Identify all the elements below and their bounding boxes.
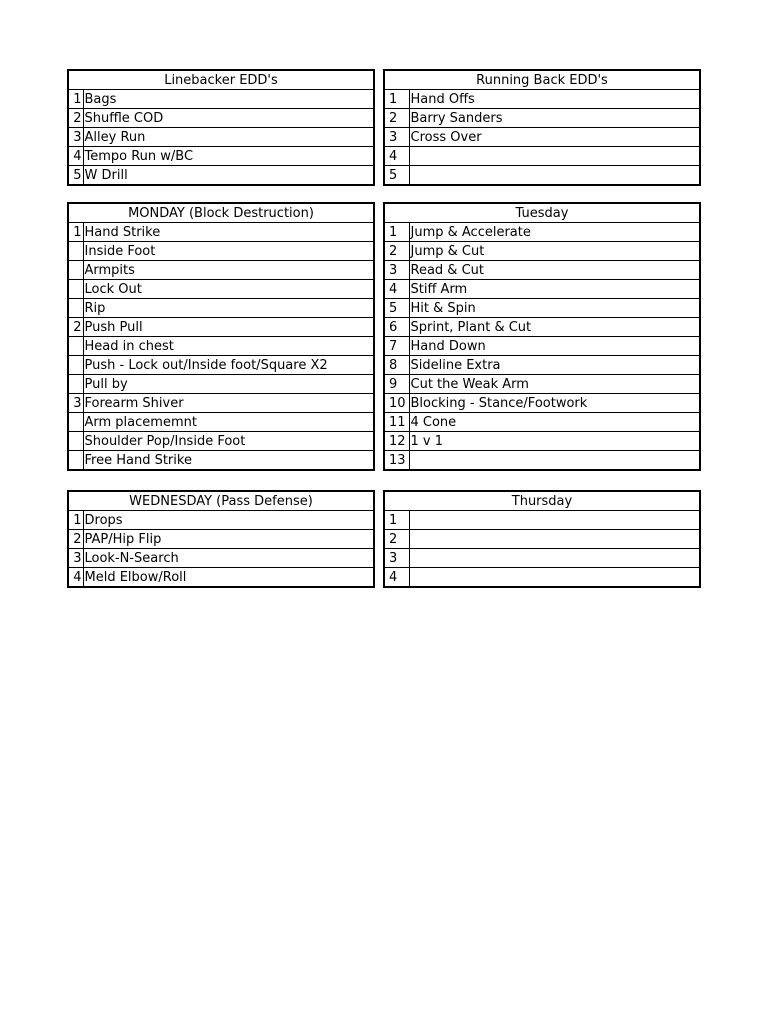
table-row: 1 Hand Offs bbox=[384, 90, 700, 109]
table-row: Shoulder Pop/Inside Foot bbox=[68, 432, 374, 451]
table-row: 6 Sprint, Plant & Cut bbox=[384, 318, 700, 337]
table-row: 3 Cross Over bbox=[384, 128, 700, 147]
table-title: Tuesday bbox=[384, 203, 700, 223]
table-row: 1 Bags bbox=[68, 90, 374, 109]
table-row: 5 W Drill bbox=[68, 166, 374, 186]
table-row: Head in chest bbox=[68, 337, 374, 356]
table-row: 3 Alley Run bbox=[68, 128, 374, 147]
thursday-table bbox=[383, 490, 701, 588]
table-row: Inside Foot bbox=[68, 242, 374, 261]
table-row: 1 Hand Strike bbox=[68, 223, 374, 242]
table-row: 13 bbox=[384, 451, 700, 471]
table-row: 3 bbox=[384, 549, 700, 568]
table-row: 7 Hand Down bbox=[384, 337, 700, 356]
linebacker-table bbox=[67, 69, 375, 186]
monday-table bbox=[67, 202, 375, 471]
tuesday-table bbox=[383, 202, 701, 471]
table-row: 3 Read & Cut bbox=[384, 261, 700, 280]
table-row: Lock Out bbox=[68, 280, 374, 299]
table-row: 3 Forearm Shiver bbox=[68, 394, 374, 413]
table-title: Thursday bbox=[384, 491, 700, 511]
table-row: 5 bbox=[384, 166, 700, 186]
table-row: 12 1 v 1 bbox=[384, 432, 700, 451]
table-row: Arm placememnt bbox=[68, 413, 374, 432]
table-row: Armpits bbox=[68, 261, 374, 280]
table-title: WEDNESDAY (Pass Defense) bbox=[68, 491, 374, 511]
table-row: 2 Barry Sanders bbox=[384, 109, 700, 128]
table-row: Rip bbox=[68, 299, 374, 318]
table-row: 9 Cut the Weak Arm bbox=[384, 375, 700, 394]
table-row: 11 4 Cone bbox=[384, 413, 700, 432]
table-title: Linebacker EDD's bbox=[68, 70, 374, 90]
table-row: 5 Hit & Spin bbox=[384, 299, 700, 318]
table-row: Pull by bbox=[68, 375, 374, 394]
table-row: 2 bbox=[384, 530, 700, 549]
table-row: 1 Drops bbox=[68, 511, 374, 530]
table-row: 3 Look-N-Search bbox=[68, 549, 374, 568]
table-row: 4 Tempo Run w/BC bbox=[68, 147, 374, 166]
table-row: 2 PAP/Hip Flip bbox=[68, 530, 374, 549]
table-row: 2 Shuffle COD bbox=[68, 109, 374, 128]
table-row: Push - Lock out/Inside foot/Square X2 bbox=[68, 356, 374, 375]
table-row: 4 Stiff Arm bbox=[384, 280, 700, 299]
running-back-table bbox=[383, 69, 701, 186]
table-title: Running Back EDD's bbox=[384, 70, 700, 90]
table-row: 2 Jump & Cut bbox=[384, 242, 700, 261]
table-row: 1 Jump & Accelerate bbox=[384, 223, 700, 242]
table-row: 2 Push Pull bbox=[68, 318, 374, 337]
table-row: Free Hand Strike bbox=[68, 451, 374, 471]
table-row: 4 bbox=[384, 147, 700, 166]
table-row: 1 bbox=[384, 511, 700, 530]
table-row: 10 Blocking - Stance/Footwork bbox=[384, 394, 700, 413]
table-title: MONDAY (Block Destruction) bbox=[68, 203, 374, 223]
table-row: 8 Sideline Extra bbox=[384, 356, 700, 375]
table-row: 4 bbox=[384, 568, 700, 588]
table-row: 4 Meld Elbow/Roll bbox=[68, 568, 374, 588]
wednesday-table bbox=[67, 490, 375, 588]
